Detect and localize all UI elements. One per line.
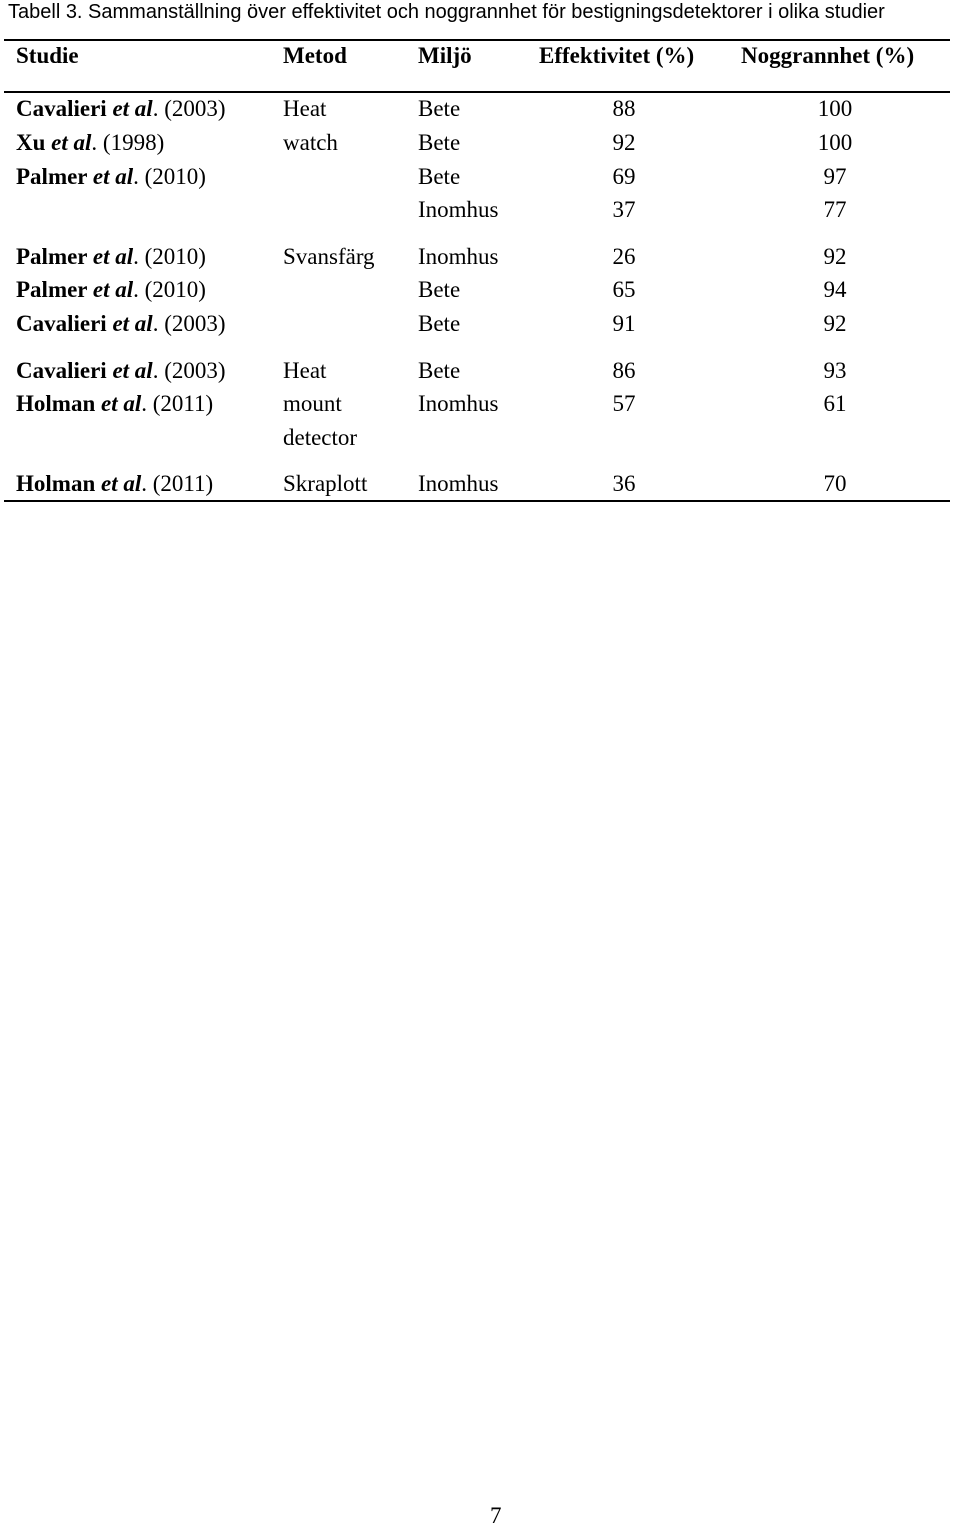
study-etal: et al (92, 164, 134, 189)
table-row-accuracy: 100 (817, 96, 853, 121)
header-method: Metod (283, 43, 347, 68)
study-etal: et al (112, 311, 153, 336)
table-row-efficiency: 65 (612, 277, 636, 302)
header-efficiency: Effektivitet (%) (539, 43, 695, 68)
study-author: Palmer (16, 244, 88, 269)
page-number: 7 (490, 1503, 502, 1528)
table-row-efficiency: 92 (612, 130, 636, 155)
table-header-rule (4, 91, 950, 93)
study-author: Cavalieri (16, 358, 107, 383)
study-author: Palmer (16, 164, 88, 189)
table-row-study (16, 277, 206, 303)
study-year: . (2011) (141, 391, 214, 416)
table-row-environment: Inomhus (418, 197, 499, 222)
table-row-environment: Inomhus (418, 471, 499, 496)
study-etal: et al (51, 130, 92, 155)
table-top-rule (4, 39, 950, 41)
study-etal: et al (100, 391, 142, 416)
table-row-environment: Bete (418, 164, 461, 189)
table-row-accuracy: 97 (823, 164, 847, 189)
table-row-efficiency: 86 (612, 358, 636, 383)
table-row-study (16, 96, 226, 122)
table-row-accuracy: 93 (823, 358, 847, 383)
table-row-efficiency: 91 (612, 311, 636, 336)
table-row-environment: Inomhus (418, 391, 499, 416)
study-author: Cavalieri (16, 311, 107, 336)
study-year: . (2010) (133, 277, 206, 302)
table-row-environment: Bete (418, 130, 461, 155)
table-row-method: watch (283, 130, 338, 155)
study-year: . (2010) (133, 164, 206, 189)
table-row-method: detector (283, 425, 358, 450)
table-row-study (16, 471, 213, 497)
study-etal: et al (112, 96, 153, 121)
table-row-environment: Bete (418, 311, 461, 336)
table-row-efficiency: 26 (612, 244, 636, 269)
table-row-method: Skraplott (283, 471, 368, 496)
header-environment: Miljö (418, 43, 472, 68)
study-author: Xu (16, 130, 46, 155)
table-row-accuracy: 92 (823, 244, 847, 269)
table-row-efficiency: 36 (612, 471, 636, 496)
table-row-study (16, 244, 206, 270)
study-year: . (2003) (152, 311, 226, 336)
study-etal: et al (92, 244, 134, 269)
study-etal: et al (92, 277, 134, 302)
table-caption: Tabell 3. Sammanställning över effektivitet och noggrannhet för bestigningsdetektorer i olika studier (8, 1, 885, 23)
study-year: . (1998) (91, 130, 165, 155)
table-bottom-rule (4, 500, 950, 502)
table-row-study (16, 164, 206, 190)
table-row-accuracy: 92 (823, 311, 847, 336)
table-row-environment: Bete (418, 96, 461, 121)
header-study: Studie (16, 43, 79, 68)
study-etal: et al (100, 471, 142, 496)
study-etal: et al (112, 358, 153, 383)
table-row-efficiency: 37 (612, 197, 636, 222)
study-author: Cavalieri (16, 96, 107, 121)
table-row-method: Heat (283, 358, 327, 383)
table-row-method: Svansfärg (283, 244, 375, 269)
table-row-method: Heat (283, 96, 327, 121)
table-row-environment: Bete (418, 277, 461, 302)
table-row-accuracy: 100 (817, 130, 853, 155)
study-author: Holman (16, 471, 96, 496)
table-row-environment: Bete (418, 358, 461, 383)
table-row-method: mount (283, 391, 342, 416)
study-author: Palmer (16, 277, 88, 302)
table-row-study (16, 130, 164, 156)
table-row-study (16, 358, 226, 384)
study-author: Holman (16, 391, 96, 416)
table-row-accuracy: 70 (823, 471, 847, 496)
table-row-study (16, 391, 213, 417)
table-row-environment: Inomhus (418, 244, 499, 269)
table-row-accuracy: 61 (823, 391, 847, 416)
table-row-efficiency: 57 (612, 391, 636, 416)
table-row-accuracy: 94 (823, 277, 847, 302)
table-row-accuracy: 77 (823, 197, 847, 222)
study-year: . (2003) (152, 96, 226, 121)
study-year: . (2003) (152, 358, 226, 383)
study-year: . (2010) (133, 244, 206, 269)
table-row-study (16, 311, 226, 337)
table-row-efficiency: 69 (612, 164, 636, 189)
table-row-efficiency: 88 (612, 96, 636, 121)
header-accuracy: Noggrannhet (%) (741, 43, 915, 68)
study-year: . (2011) (141, 471, 214, 496)
